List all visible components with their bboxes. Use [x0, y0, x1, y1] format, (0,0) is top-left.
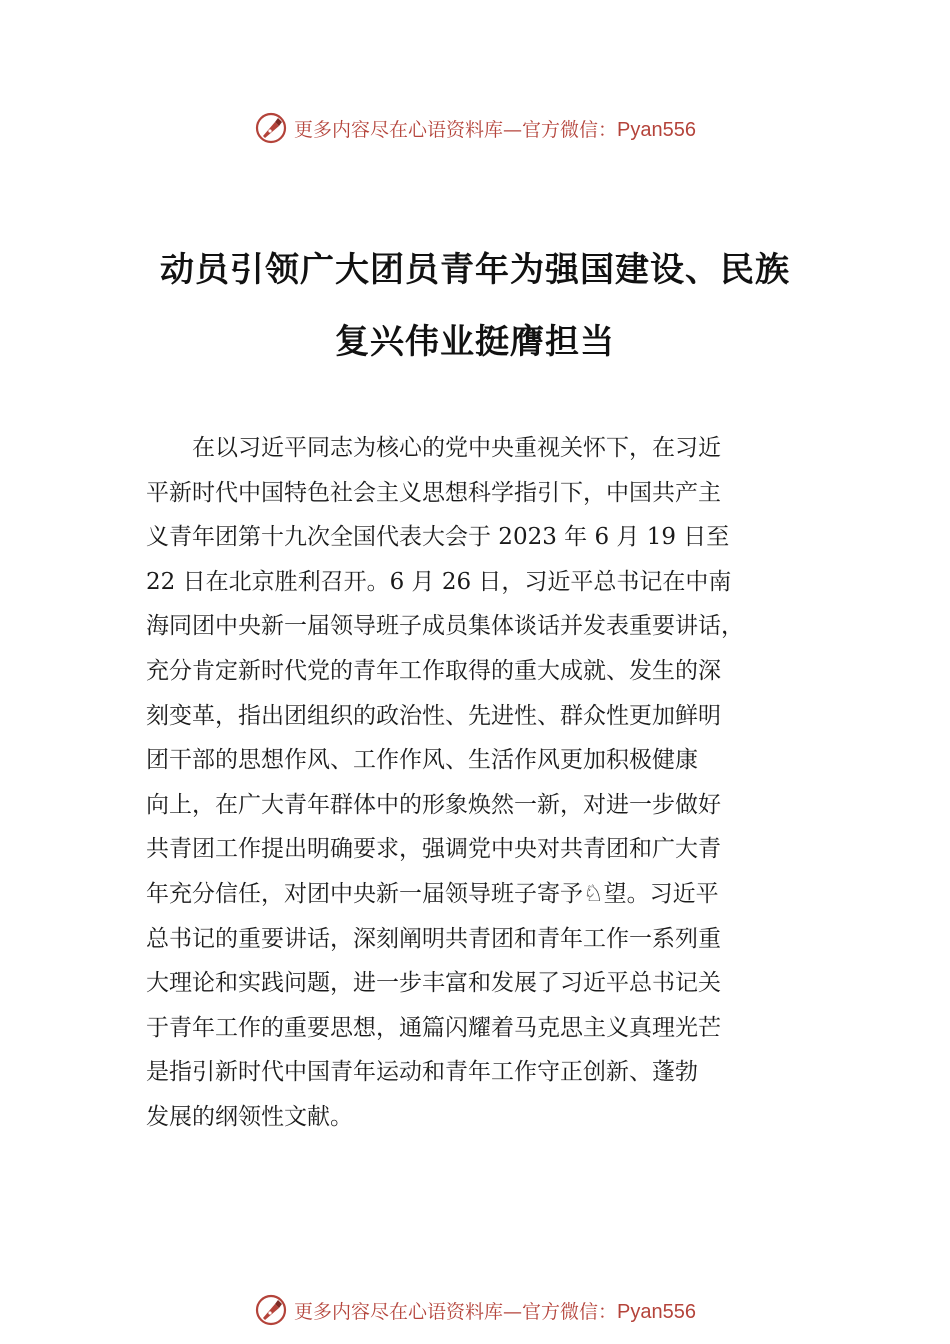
- paragraph-line: 充分肯定新时代党的青年工作取得的重大成就、发生的深: [146, 657, 721, 684]
- paragraph-line: 刻变革，指出团组织的政治性、先进性、群众性更加鲜明: [146, 702, 721, 729]
- paragraph-line: 共青团工作提出明确要求，强调党中央对共青团和广大青: [146, 836, 721, 863]
- paragraph-line: 义青年团第十九次全国代表大会于 2023 年 6 月 19 日至: [146, 524, 730, 551]
- document-title-line-1: 动员引领广大团员青年为强国建设、民族: [160, 250, 790, 290]
- paragraph-line: 大理论和实践问题，进一步丰富和发展了习近平总书记关: [146, 970, 721, 997]
- watermark-text: [294, 1297, 696, 1324]
- paragraph-line: 22 日在北京胜利召开。6 月 26 日，习近平总书记在中南: [146, 568, 732, 595]
- watermark-separator: —: [503, 118, 523, 141]
- paragraph-line: 总书记的重要讲话，深刻阐明共青团和青年工作一系列重: [146, 925, 721, 952]
- watermark-account-id: Pyan556: [617, 1300, 696, 1323]
- document-paragraph: [146, 426, 806, 1140]
- watermark-text: [294, 115, 696, 142]
- paragraph-line: 团干部的思想作风、工作作风、生活作风更加积极健康: [146, 747, 698, 774]
- paragraph-line: 向上，在广大青年群体中的形象焕然一新，对进一步做好: [146, 791, 721, 818]
- watermark-brand: 更多内容尽在心语资料库: [294, 1300, 504, 1323]
- pen-nib-logo-icon: [254, 111, 288, 145]
- watermark-separator: —: [503, 1300, 523, 1323]
- watermark-account-label: 官方微信：: [522, 118, 618, 141]
- watermark-account-id: Pyan556: [617, 118, 696, 141]
- paragraph-line: 平新时代中国特色社会主义思想科学指引下，中国共产主: [146, 479, 721, 506]
- paragraph-line: 于青年工作的重要思想，通篇闪耀着马克思主义真理光芒: [146, 1014, 721, 1041]
- document-title-line-2: 复兴伟业挺膺担当: [335, 322, 615, 362]
- paragraph-line: 海同团中央新一届领导班子成员集体谈话并发表重要讲话，: [146, 613, 744, 640]
- watermark-account-label: 官方微信：: [522, 1300, 618, 1323]
- pen-nib-logo-icon: [254, 1293, 288, 1327]
- watermark-brand: 更多内容尽在心语资料库: [294, 118, 504, 141]
- paragraph-line: 发展的纲领性文献。: [146, 1103, 353, 1130]
- paragraph-line: 年充分信任，对团中央新一届领导班子寄予♘望。习近平: [146, 880, 719, 907]
- footer-watermark: [0, 1290, 950, 1330]
- paragraph-line: 是指引新时代中国青年运动和青年工作守正创新、蓬勃: [146, 1059, 698, 1086]
- header-watermark: [0, 108, 950, 148]
- paragraph-line: 在以习近平同志为核心的党中央重视关怀下，在习近: [146, 435, 721, 461]
